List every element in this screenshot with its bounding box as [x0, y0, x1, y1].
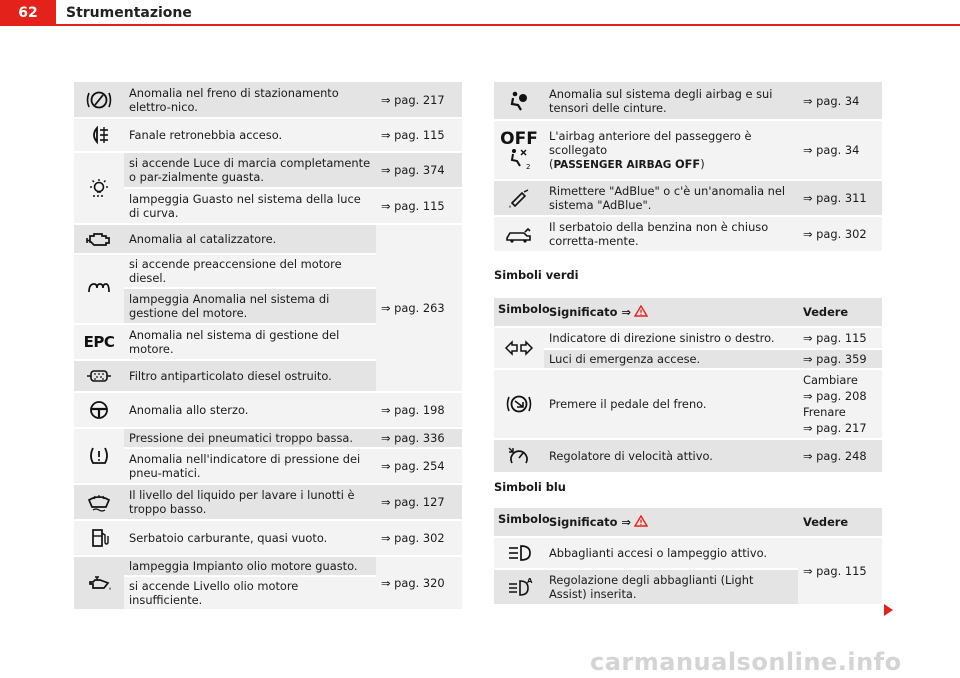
table-row: [74, 428, 462, 448]
header-meaning: Significato ⇒: [544, 508, 798, 537]
row-text: lampeggia Impianto olio motore guasto.: [124, 556, 376, 576]
table-row: [494, 82, 882, 120]
page-reference[interactable]: ⇒ pag. 127: [376, 484, 462, 520]
table-row: [494, 327, 882, 349]
right-warning-table: [494, 82, 882, 253]
row-text: Anomalia nel freno di stazionamento elettro-nico.: [124, 82, 376, 118]
reference-arrow-icon: ⇒: [381, 431, 391, 445]
airbag-icon: [494, 82, 544, 120]
warning-triangle-icon: [634, 515, 648, 527]
table-row: [74, 520, 462, 556]
table-header-row: [494, 508, 882, 537]
row-text: Regolatore di velocità attivo.: [544, 439, 798, 473]
page-reference[interactable]: ⇒ pag. 263: [376, 224, 462, 392]
table-row: [494, 349, 882, 369]
reference-arrow-icon: ⇒: [803, 449, 813, 463]
reference-arrow-icon: ⇒: [621, 515, 631, 529]
row-text: si accende Luce di marcia completamente o par-zialmente guasta.: [124, 152, 376, 188]
row-text: si accende Livello olio motore insufficiente.: [124, 576, 376, 610]
page-reference[interactable]: ⇒ pag. 115: [376, 118, 462, 152]
row-text: Luci di emergenza accese.: [544, 349, 798, 369]
page-title: Strumentazione: [66, 5, 192, 21]
page-reference[interactable]: ⇒ pag. 115: [798, 327, 882, 349]
reference-arrow-icon: ⇒: [381, 163, 391, 177]
green-symbols-table: [494, 298, 882, 474]
high-beam-icon: [494, 537, 544, 569]
row-text: Anomalia nell'indicatore di pressione dei pneu-matici.: [124, 448, 376, 484]
row-text: Fanale retronebbia acceso.: [124, 118, 376, 152]
table-row: [74, 484, 462, 520]
page-reference[interactable]: ⇒ pag. 374: [376, 152, 462, 188]
cruise-control-icon: [494, 439, 544, 473]
page-reference[interactable]: ⇒ pag. 248: [798, 439, 882, 473]
row-text: Anomalia al catalizzatore.: [124, 224, 376, 254]
reference-arrow-icon: ⇒: [803, 93, 813, 108]
turn-signal-icon: [494, 327, 544, 369]
particulate-filter-icon: [74, 360, 124, 392]
table-row: [494, 537, 882, 569]
reference-arrow-icon: ⇒: [381, 301, 391, 315]
row-text: lampeggia Guasto nel sistema della luce di curva.: [124, 188, 376, 224]
page-reference[interactable]: ⇒ pag. 302: [798, 216, 882, 252]
table-header-row: [494, 298, 882, 327]
page-reference[interactable]: ⇒ pag. 311: [798, 180, 882, 216]
table-row: [74, 448, 462, 484]
row-text: Regolazione degli abbaglianti (Light Assist) inserita.: [544, 569, 798, 605]
airbag-off-icon: OFF 2: [494, 120, 544, 180]
reference-arrow-icon: ⇒: [803, 143, 813, 157]
light-assist-icon: [494, 569, 544, 605]
page-reference[interactable]: ⇒ pag. 115: [376, 188, 462, 224]
row-text: lampeggia Anomalia nel sistema di gestione del motore.: [124, 288, 376, 324]
green-section-title: Simboli verdi: [494, 268, 579, 282]
table-row: [494, 180, 882, 216]
header-symbol: Simbolo: [494, 298, 544, 327]
washer-fluid-icon: [74, 484, 124, 520]
page-reference[interactable]: ⇒ pag. 34: [798, 120, 882, 180]
header-meaning: Significato ⇒: [544, 298, 798, 327]
page-reference[interactable]: ⇒ pag. 217: [376, 82, 462, 118]
tyre-pressure-icon: [74, 428, 124, 484]
reference-arrow-icon: ⇒: [621, 305, 631, 319]
svg-text:2: 2: [526, 163, 531, 170]
reference-arrow-icon: ⇒: [381, 199, 391, 213]
row-text: Anomalia nel sistema di gestione del motore.: [124, 324, 376, 360]
table-row: [494, 120, 882, 180]
blue-symbols-table: [494, 508, 882, 606]
row-text: Abbaglianti accesi o lampeggio attivo.: [544, 537, 798, 569]
table-row: [74, 392, 462, 428]
page-reference[interactable]: ⇒ pag. 254: [376, 448, 462, 484]
row-text: Serbatoio carburante, quasi vuoto.: [124, 520, 376, 556]
row-text: Rimettere "AdBlue" o c'è un'anomalia nel sistema "AdBlue".: [544, 180, 798, 216]
header-rule: [56, 24, 960, 26]
row-text: Filtro antiparticolato diesel ostruito.: [124, 360, 376, 392]
table-row: [494, 439, 882, 473]
page-reference[interactable]: ⇒ pag. 115: [798, 537, 882, 605]
blue-section-title: Simboli blu: [494, 480, 566, 494]
fuel-cap-icon: [494, 216, 544, 252]
reference-arrow-icon: ⇒: [381, 403, 391, 417]
watermark: carmanualsonline.info: [590, 648, 902, 676]
table-row: [74, 118, 462, 152]
header-symbol: Simbolo: [494, 508, 544, 537]
table-row: [74, 556, 462, 576]
reference-arrow-icon: ⇒: [381, 495, 391, 509]
page-reference[interactable]: ⇒ pag. 302: [376, 520, 462, 556]
table-row: [494, 216, 882, 252]
reference-arrow-icon: ⇒: [803, 227, 813, 241]
inline-off-icon: OFF: [674, 156, 701, 171]
reference-arrow-icon: ⇒: [381, 531, 391, 545]
header-see: Vedere: [798, 508, 882, 537]
reference-arrow-icon: ⇒: [803, 564, 813, 578]
page-reference[interactable]: ⇒ pag. 359: [798, 349, 882, 369]
reference-arrow-icon: ⇒: [381, 459, 391, 473]
svg-text:A: A: [527, 577, 533, 585]
steering-icon: [74, 392, 124, 428]
page-number: 62: [0, 0, 56, 26]
reference-arrow-icon: ⇒: [803, 389, 813, 403]
row-text: Anomalia sul sistema degli airbag e sui tensori delle cinture.: [544, 82, 798, 120]
parking-brake-icon: [74, 82, 124, 118]
row-text: Il livello del liquido per lavare i lunotti è troppo basso.: [124, 484, 376, 520]
row-text: Indicatore di direzione sinistro o destro.: [544, 327, 798, 349]
page-reference[interactable]: ⇒ pag. 198: [376, 392, 462, 428]
oil-can-icon: [74, 556, 124, 610]
rear-fog-light-icon: [74, 118, 124, 152]
adblue-icon: [494, 180, 544, 216]
table-row: [74, 82, 462, 118]
next-page-arrow-icon[interactable]: [884, 604, 893, 616]
reference-arrow-icon: ⇒: [803, 191, 813, 205]
table-row: [74, 188, 462, 224]
header-see: Vedere: [798, 298, 882, 327]
row-text: Premere il pedale del freno.: [544, 369, 798, 439]
row-text: si accende preaccensione del motore diesel.: [124, 254, 376, 288]
table-row: [74, 152, 462, 188]
reference-arrow-icon: ⇒: [803, 352, 813, 366]
row-text: Pressione dei pneumatici troppo bassa.: [124, 428, 376, 448]
reference-arrow-icon: ⇒: [381, 128, 391, 142]
table-row: [74, 224, 462, 254]
page-reference[interactable]: ⇒ pag. 336: [376, 428, 462, 448]
table-row: [494, 369, 882, 439]
page-reference[interactable]: Cambiare ⇒ pag. 208 Frenare ⇒ pag. 217: [798, 369, 882, 439]
reference-arrow-icon: ⇒: [381, 92, 391, 107]
brake-pedal-icon: [494, 369, 544, 439]
row-text: Anomalia allo sterzo.: [124, 392, 376, 428]
page-reference[interactable]: ⇒ pag. 34: [798, 82, 882, 120]
epc-icon: EPC: [74, 324, 124, 360]
glow-plug-icon: [74, 254, 124, 324]
engine-icon: [74, 224, 124, 254]
bulb-icon: [74, 152, 124, 224]
reference-arrow-icon: ⇒: [803, 421, 813, 435]
reference-arrow-icon: ⇒: [803, 331, 813, 345]
reference-arrow-icon: ⇒: [381, 576, 391, 590]
left-warning-table: [74, 82, 462, 611]
row-text: L'airbag anteriore del passeggero è scollegato (PASSENGER AIRBAG OFF): [544, 120, 798, 180]
row-text: Il serbatoio della benzina non è chiuso corretta-mente.: [544, 216, 798, 252]
warning-triangle-icon: [634, 305, 648, 317]
page-reference[interactable]: ⇒ pag. 320: [376, 556, 462, 610]
fuel-icon: [74, 520, 124, 556]
